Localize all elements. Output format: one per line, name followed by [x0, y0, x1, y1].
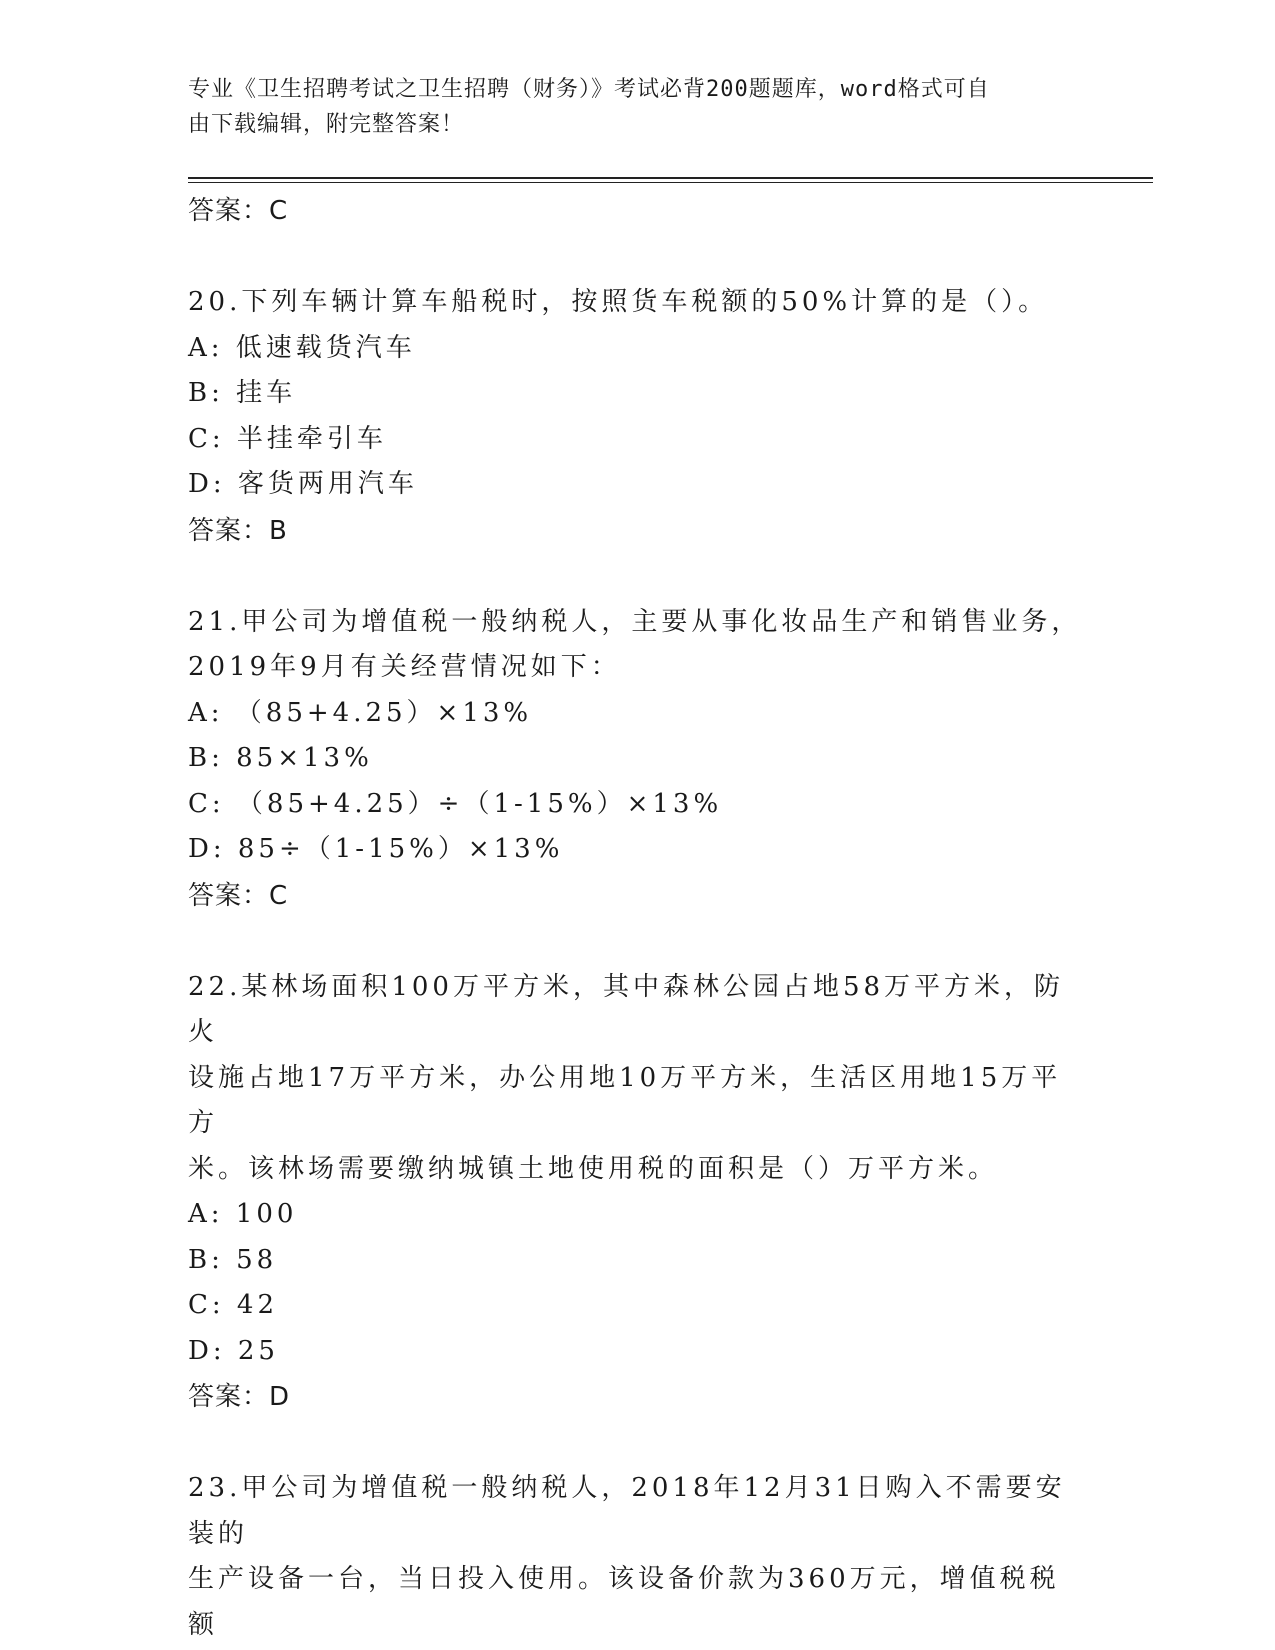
answer-line: 答案：D — [188, 1382, 291, 1412]
question-text: 2019年9月有关经营情况如下： — [188, 652, 621, 682]
spacer — [188, 554, 1088, 600]
option-c: C: 42 — [188, 1290, 279, 1320]
option-d: D: 25 — [188, 1335, 279, 1366]
option-b: B: 85×13% — [188, 743, 373, 773]
question-block — [188, 280, 1088, 554]
question-block — [188, 965, 1088, 1421]
option-d: D: 85÷（1-15%）×13% — [188, 834, 564, 864]
question-text: 20.下列车辆计算车船税时，按照货车税额的50%计算的是（）。 — [188, 287, 1049, 317]
question-text: 21.甲公司为增值税一般纳税人，主要从事化妆品生产和销售业务， — [188, 606, 1082, 637]
option-b: B: 挂车 — [188, 378, 297, 408]
question-block — [188, 600, 1088, 919]
option-b: B: 58 — [188, 1244, 278, 1275]
question-text: 米。该林场需要缴纳城镇土地使用税的面积是（）万平方米。 — [188, 1153, 999, 1184]
question-text: 23.甲公司为增值税一般纳税人，2018年12月31日购入不需要安装的 — [188, 1473, 1066, 1549]
option-a: A: 低速载货汽车 — [188, 332, 416, 363]
answer-line: 答案：B — [188, 515, 288, 546]
header-divider — [188, 177, 1153, 183]
option-c: C: （85+4.25）÷（1-15%）×13% — [188, 788, 723, 819]
header-line-1: 专业《卫生招聘考试之卫生招聘（财务）》考试必背200题题库，word格式可自 — [188, 77, 990, 102]
document-body — [188, 188, 1088, 1648]
answer-line: 答案：C — [188, 196, 289, 226]
spacer — [188, 1420, 1088, 1466]
question-text: 22.某林场面积100万平方米，其中森林公园占地58万平方米，防火 — [188, 971, 1065, 1047]
document-header — [188, 72, 1068, 142]
option-c: C: 半挂牵引车 — [188, 423, 387, 454]
spacer — [188, 919, 1088, 965]
question-text: 生产设备一台，当日投入使用。该设备价款为360万元，增值税税额 — [188, 1564, 1060, 1640]
option-a: A: （85+4.25）×13% — [188, 697, 533, 728]
option-a: A: 100 — [188, 1199, 298, 1229]
spacer — [188, 234, 1088, 280]
option-d: D: 客货两用汽车 — [188, 469, 418, 499]
answer-line: 答案：C — [188, 880, 289, 911]
header-line-2: 由下载编辑，附完整答案！ — [188, 112, 465, 137]
question-text: 设施占地17万平方米，办公用地10万平方米，生活区用地15万平方 — [188, 1062, 1062, 1138]
question-block — [188, 1466, 1088, 1648]
